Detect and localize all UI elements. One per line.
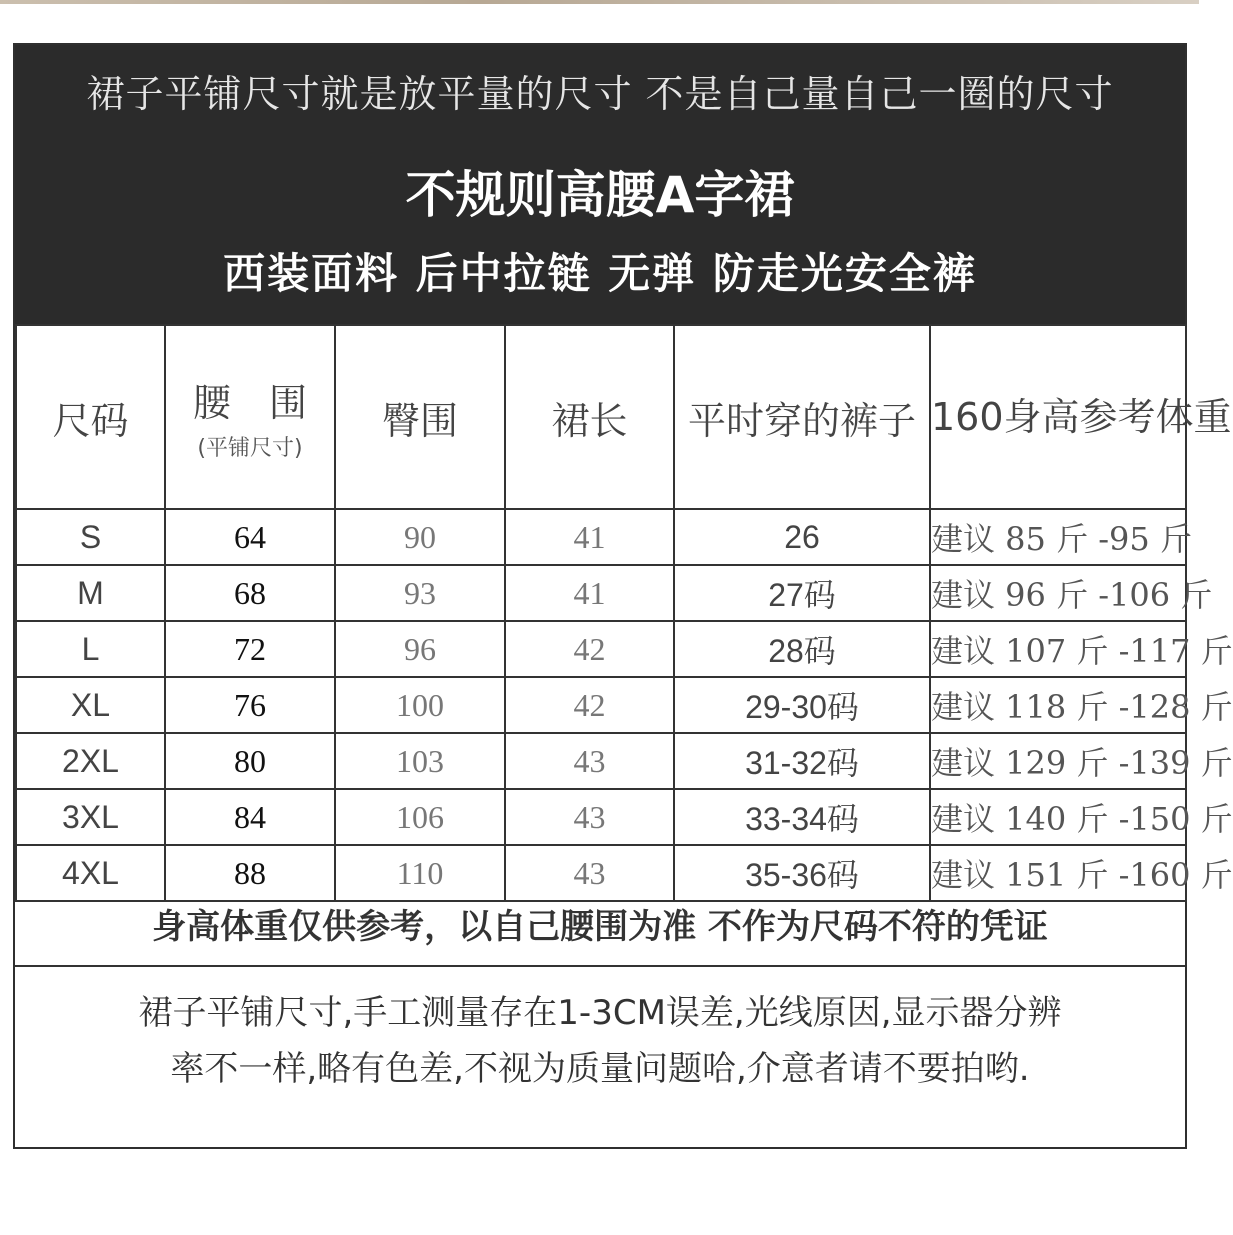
header-weight: 160身高参考体重 bbox=[930, 325, 1186, 509]
header-waist: 腰 围 (平铺尺寸) bbox=[165, 325, 335, 509]
table-row bbox=[16, 677, 1186, 733]
cell-size: 4XL bbox=[16, 845, 165, 901]
cell-pants: 27码 bbox=[674, 565, 930, 621]
cell-pants: 26 bbox=[674, 509, 930, 565]
cell-hip: 90 bbox=[335, 509, 505, 565]
cell-hip: 100 bbox=[335, 677, 505, 733]
cell-pants: 35-36码 bbox=[674, 845, 930, 901]
reference-note: 身高体重仅供参考，以自己腰围为准 不作为尺码不符的凭证 bbox=[15, 887, 1185, 967]
measurement-note: 裙子平铺尺寸就是放平量的尺寸 不是自己量自己一圈的尺寸 bbox=[86, 72, 1114, 116]
cell-waist: 68 bbox=[165, 565, 335, 621]
cell-weight: 建议 151 斤 -160 斤 bbox=[930, 845, 1186, 901]
disclaimer-line-1: 裙子平铺尺寸,手工测量存在1-3CM误差,光线原因,显示器分辨 bbox=[138, 993, 1062, 1033]
cell-hip: 103 bbox=[335, 733, 505, 789]
table-row bbox=[16, 509, 1186, 565]
table-row bbox=[16, 733, 1186, 789]
cell-hip: 110 bbox=[335, 845, 505, 901]
cell-waist: 84 bbox=[165, 789, 335, 845]
cell-weight: 建议 140 斤 -150 斤 bbox=[930, 789, 1186, 845]
top-decorative-strip bbox=[0, 0, 1199, 4]
cell-waist: 76 bbox=[165, 677, 335, 733]
size-chart-card bbox=[13, 43, 1233, 1149]
cell-size: 3XL bbox=[16, 789, 165, 845]
cell-hip: 106 bbox=[335, 789, 505, 845]
cell-weight: 建议 118 斤 -128 斤 bbox=[930, 677, 1186, 733]
header-length: 裙长 bbox=[505, 325, 674, 509]
cell-weight: 建议 96 斤 -106 斤 bbox=[930, 565, 1186, 621]
cell-pants: 29-30码 bbox=[674, 677, 930, 733]
size-table bbox=[15, 324, 1233, 902]
cell-weight: 建议 107 斤 -117 斤 bbox=[930, 621, 1186, 677]
header-waist-sub: (平铺尺寸) bbox=[197, 436, 303, 461]
cell-length: 43 bbox=[505, 733, 674, 789]
table-row bbox=[16, 789, 1186, 845]
cell-size: XL bbox=[16, 677, 165, 733]
product-title: 不规则高腰A字裙 bbox=[405, 166, 795, 224]
cell-length: 43 bbox=[505, 789, 674, 845]
cell-pants: 31-32码 bbox=[674, 733, 930, 789]
header-size: 尺码 bbox=[16, 325, 165, 509]
cell-size: S bbox=[16, 509, 165, 565]
table-header-row bbox=[16, 325, 1186, 509]
header-pants: 平时穿的裤子 bbox=[674, 325, 930, 509]
table-row bbox=[16, 565, 1186, 621]
header-hip: 臀围 bbox=[335, 325, 505, 509]
product-features: 西装面料 后中拉链 无弹 防走光安全裤 bbox=[223, 249, 977, 298]
cell-hip: 96 bbox=[335, 621, 505, 677]
cell-waist: 80 bbox=[165, 733, 335, 789]
disclaimer-line-2: 率不一样,略有色差,不视为质量问题哈,介意者请不要拍哟. bbox=[170, 1049, 1030, 1089]
cell-size: L bbox=[16, 621, 165, 677]
cell-length: 41 bbox=[505, 565, 674, 621]
cell-pants: 28码 bbox=[674, 621, 930, 677]
cell-weight: 建议 85 斤 -95 斤 bbox=[930, 509, 1186, 565]
cell-hip: 93 bbox=[335, 565, 505, 621]
cell-length: 41 bbox=[505, 509, 674, 565]
cell-length: 42 bbox=[505, 677, 674, 733]
cell-size: 2XL bbox=[16, 733, 165, 789]
cell-waist: 88 bbox=[165, 845, 335, 901]
cell-pants: 33-34码 bbox=[674, 789, 930, 845]
cell-waist: 64 bbox=[165, 509, 335, 565]
cell-size: M bbox=[16, 565, 165, 621]
cell-weight: 建议 129 斤 -139 斤 bbox=[930, 733, 1186, 789]
cell-length: 42 bbox=[505, 621, 674, 677]
header-banner bbox=[15, 45, 1185, 324]
disclaimer bbox=[15, 985, 1185, 1097]
table-row bbox=[16, 621, 1186, 677]
cell-waist: 72 bbox=[165, 621, 335, 677]
cell-length: 43 bbox=[505, 845, 674, 901]
